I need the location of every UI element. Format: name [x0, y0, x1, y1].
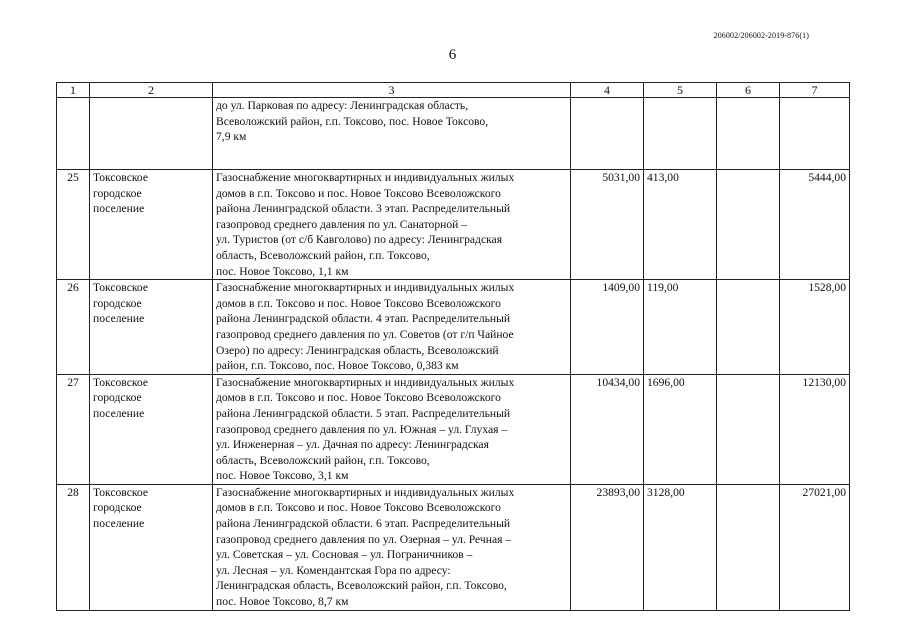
- municipality-cell: [90, 374, 213, 484]
- description-line: ул. Советская – ул. Сосновая – ул. Пограничников –: [216, 548, 473, 562]
- col7-value: 27021,00: [780, 484, 850, 610]
- continuation-row: [57, 98, 850, 170]
- table-row: [57, 280, 850, 375]
- description-line: Озеро) по адресу: Ленинградская область, Всеволожский: [216, 343, 499, 357]
- description-line: района Ленинградской области. 4 этап. Распределительный: [216, 312, 511, 326]
- table-row: [57, 170, 850, 280]
- column-header-1: 1: [57, 83, 90, 98]
- description-line: Всеволожский район, г.п. Токсово, пос. Новое Токсово,: [216, 114, 489, 128]
- column-header-5: 5: [644, 83, 717, 98]
- table-row: [57, 484, 850, 610]
- column-header-7: 7: [780, 83, 850, 98]
- continuation-col6-cell: [717, 98, 780, 170]
- column-header-row: [57, 83, 850, 98]
- description-line: ул. Инженерная – ул. Дачная по адресу: Ленинградская: [216, 438, 489, 452]
- description-line: района Ленинградской области. 3 этап. Распределительный: [216, 202, 511, 216]
- description-line: домов в г.п. Токсово и пос. Новое Токсово Всеволожского: [216, 501, 501, 515]
- municipality-line: Токсовское: [93, 485, 148, 499]
- description-line: газопровод среднего давления по ул. Озерная – ул. Речная –: [216, 532, 512, 546]
- municipality-cell: [90, 484, 213, 610]
- continuation-col7-cell: [780, 98, 850, 170]
- description-line: Газоснабжение многоквартирных и индивидуальных жилых: [216, 375, 515, 389]
- description-line: Газоснабжение многоквартирных и индивидуальных жилых: [216, 281, 515, 295]
- col4-value: 23893,00: [571, 484, 644, 610]
- col4-value: 1409,00: [571, 280, 644, 375]
- description-cell: [213, 374, 571, 484]
- col5-value: 413,00: [644, 170, 717, 280]
- description-cell: [213, 170, 571, 280]
- municipality-cell: [90, 280, 213, 375]
- col6-value: [717, 374, 780, 484]
- col4-value: 10434,00: [571, 374, 644, 484]
- description-line: Газоснабжение многоквартирных и индивидуальных жилых: [216, 485, 515, 499]
- description-line: Газоснабжение многоквартирных и индивидуальных жилых: [216, 171, 515, 184]
- municipality-line: городское: [93, 391, 142, 405]
- col4-value: 5031,00: [571, 170, 644, 280]
- municipality-line: поселение: [93, 406, 145, 420]
- col6-value: [717, 170, 780, 280]
- budget-table: [56, 82, 850, 611]
- description-line: газопровод среднего давления по ул. Южная – ул. Глухая –: [216, 422, 508, 436]
- row-number: 27: [57, 374, 90, 484]
- description-line: Ленинградская область, Всеволожский район, г.п. Токсово,: [216, 579, 507, 593]
- description-line: область, Всеволожский район, г.п. Токсово,: [216, 248, 430, 262]
- col5-value: 3128,00: [644, 484, 717, 610]
- col7-value: 5444,00: [780, 170, 850, 280]
- municipality-line: городское: [93, 186, 142, 200]
- description-cell: [213, 484, 571, 610]
- description-line: 7,9 км: [216, 130, 247, 144]
- continuation-municipality-cell: [90, 98, 213, 170]
- description-line: домов в г.п. Токсово и пос. Новое Токсово Всеволожского: [216, 186, 501, 200]
- description-cell: [213, 280, 571, 375]
- row-number: 26: [57, 280, 90, 375]
- description-line: пос. Новое Токсово, 8,7 км: [216, 595, 349, 609]
- description-line: газопровод среднего давления по ул. Санаторной –: [216, 217, 468, 231]
- continuation-col4-cell: [571, 98, 644, 170]
- description-line: ул. Туристов (от с/б Кавголово) по адресу: Ленинградская: [216, 233, 503, 247]
- col6-value: [717, 280, 780, 375]
- description-line: района Ленинградской области. 5 этап. Распределительный: [216, 406, 511, 420]
- col6-value: [717, 484, 780, 610]
- municipality-line: городское: [93, 501, 142, 515]
- description-line: пос. Новое Токсово, 1,1 км: [216, 264, 349, 278]
- continuation-description-cell: [213, 98, 571, 170]
- municipality-cell: [90, 170, 213, 280]
- col5-value: 119,00: [644, 280, 717, 375]
- description-line: ул. Лесная – ул. Комендантская Гора по адресу:: [216, 563, 451, 577]
- municipality-line: Токсовское: [93, 375, 148, 389]
- municipality-line: городское: [93, 296, 142, 310]
- col7-value: 1528,00: [780, 280, 850, 375]
- col5-value: 1696,00: [644, 374, 717, 484]
- municipality-line: поселение: [93, 312, 145, 326]
- row-number: 28: [57, 484, 90, 610]
- description-line: домов в г.п. Токсово и пос. Новое Токсово Всеволожского: [216, 296, 501, 310]
- description-line: газопровод среднего давления по ул. Советов (от г/п Чайное: [216, 327, 514, 341]
- column-header-2: 2: [90, 83, 213, 98]
- description-line: область, Всеволожский район, г.п. Токсово,: [216, 453, 430, 467]
- municipality-line: поселение: [93, 202, 145, 216]
- document-id: 206002/206002-2019-876(1): [713, 31, 809, 40]
- description-line: района Ленинградской области. 6 этап. Распределительный: [216, 517, 511, 531]
- continuation-col5-cell: [644, 98, 717, 170]
- continuation-num-cell: [57, 98, 90, 170]
- column-header-6: 6: [717, 83, 780, 98]
- row-number: 25: [57, 170, 90, 280]
- column-header-3: 3: [213, 83, 571, 98]
- table-row: [57, 374, 850, 484]
- municipality-line: Токсовское: [93, 171, 148, 184]
- col7-value: 12130,00: [780, 374, 850, 484]
- description-line: до ул. Парковая по адресу: Ленинградская область,: [216, 99, 469, 112]
- description-line: район, г.п. Токсово, пос. Новое Токсово, 0,383 км: [216, 359, 459, 373]
- municipality-line: Токсовское: [93, 281, 148, 295]
- municipality-line: поселение: [93, 517, 145, 531]
- description-line: домов в г.п. Токсово и пос. Новое Токсово Всеволожского: [216, 391, 501, 405]
- page-number: 6: [448, 47, 457, 63]
- column-header-4: 4: [571, 83, 644, 98]
- description-line: пос. Новое Токсово, 3,1 км: [216, 469, 349, 483]
